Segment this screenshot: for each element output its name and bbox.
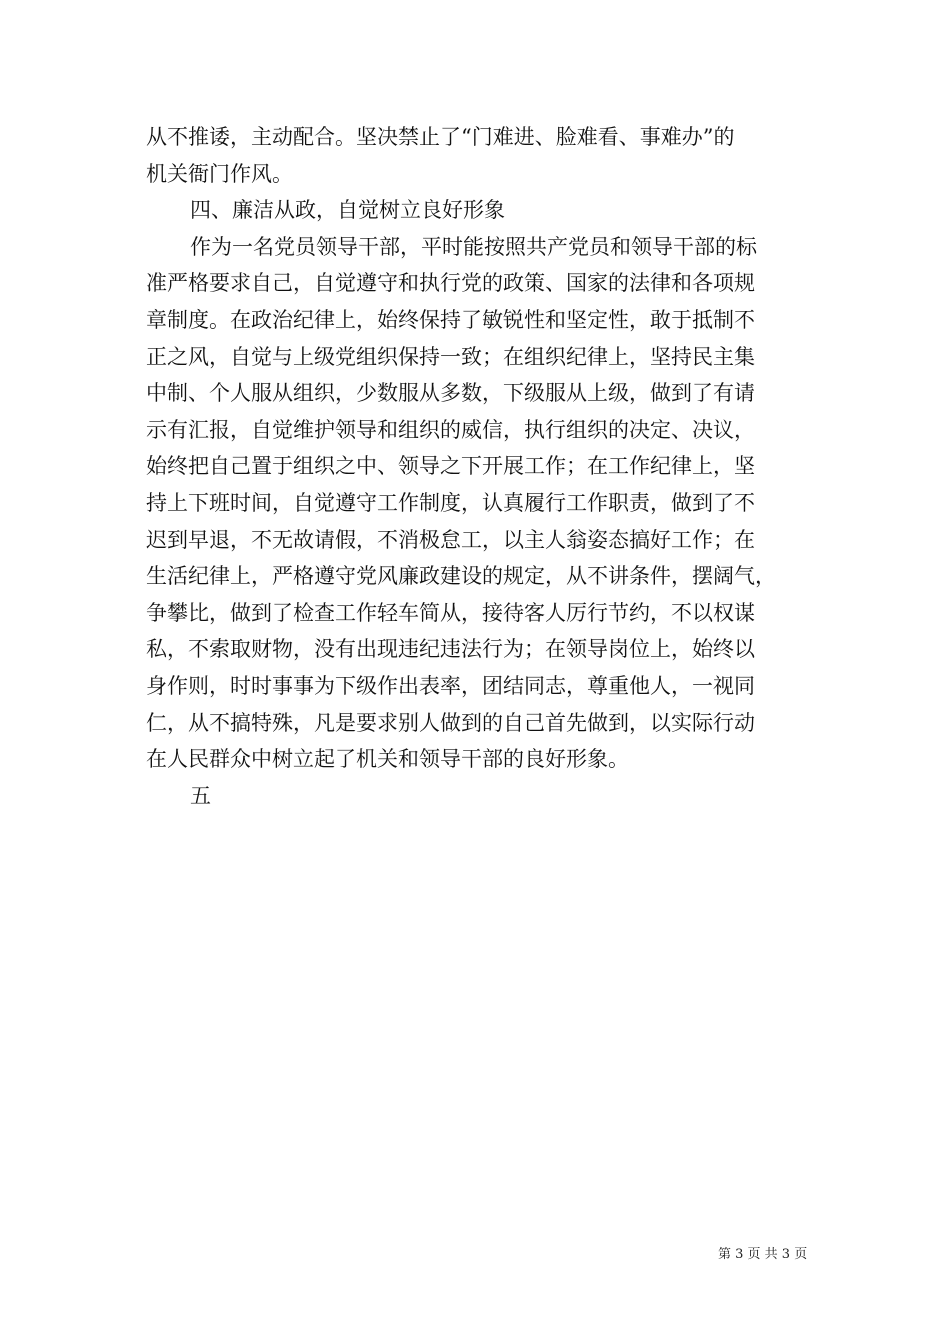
text-line: 从不推诿，主动配合。坚决禁止了“门难进、脸难看、事难办”的 <box>146 125 735 149</box>
text-line: 生活纪律上，严格遵守党风廉政建设的规定，从不讲条件，摆阔气， <box>146 564 776 589</box>
text-line: 持上下班时间，自觉遵守工作制度，认真履行工作职责，做到了不 <box>146 490 755 515</box>
text-line: 迟到早退，不无故请假，不消极怠工，以主人翁姿态搞好工作；在 <box>146 527 755 552</box>
section-heading: 五 <box>190 783 211 808</box>
text-line: 争攀比，做到了检查工作轻车简从，接待客人厉行节约，不以权谋 <box>146 600 755 625</box>
text-line: 章制度。在政治纪律上，始终保持了敏锐性和坚定性，敢于抵制不 <box>146 307 755 332</box>
text-line: 机关衙门作风。 <box>146 161 293 186</box>
text-line: 始终把自己置于组织之中、领导之下开展工作；在工作纪律上，坚 <box>146 454 755 479</box>
text-line: 示有汇报，自觉维护领导和组织的威信，执行组织的决定、决议， <box>146 417 755 442</box>
text-line: 作为一名党员领导干部，平时能按照共产党员和领导干部的标 <box>190 234 757 259</box>
text-line: 在人民群众中树立起了机关和领导干部的良好形象。 <box>146 747 629 772</box>
text-line: 中制、个人服从组织，少数服从多数，下级服从上级，做到了有请 <box>146 381 755 406</box>
text-line: 仁，从不搞特殊，凡是要求别人做到的自己首先做到，以实际行动 <box>146 710 755 735</box>
section-heading: 四、廉洁从政，自觉树立良好形象 <box>190 198 505 223</box>
text-line: 正之风，自觉与上级党组织保持一致；在组织纪律上，坚持民主集 <box>146 344 755 369</box>
page-number-footer: 第 3 页 共 3 页 <box>718 1247 808 1262</box>
text-line: 准严格要求自己，自觉遵守和执行党的政策、国家的法律和各项规 <box>146 271 755 296</box>
text-line: 私，不索取财物，没有出现违纪违法行为；在领导岗位上，始终以 <box>146 637 755 662</box>
text-line: 身作则，时时事事为下级作出表率，团结同志，尊重他人，一视同 <box>146 673 755 698</box>
body-text <box>146 119 826 814</box>
